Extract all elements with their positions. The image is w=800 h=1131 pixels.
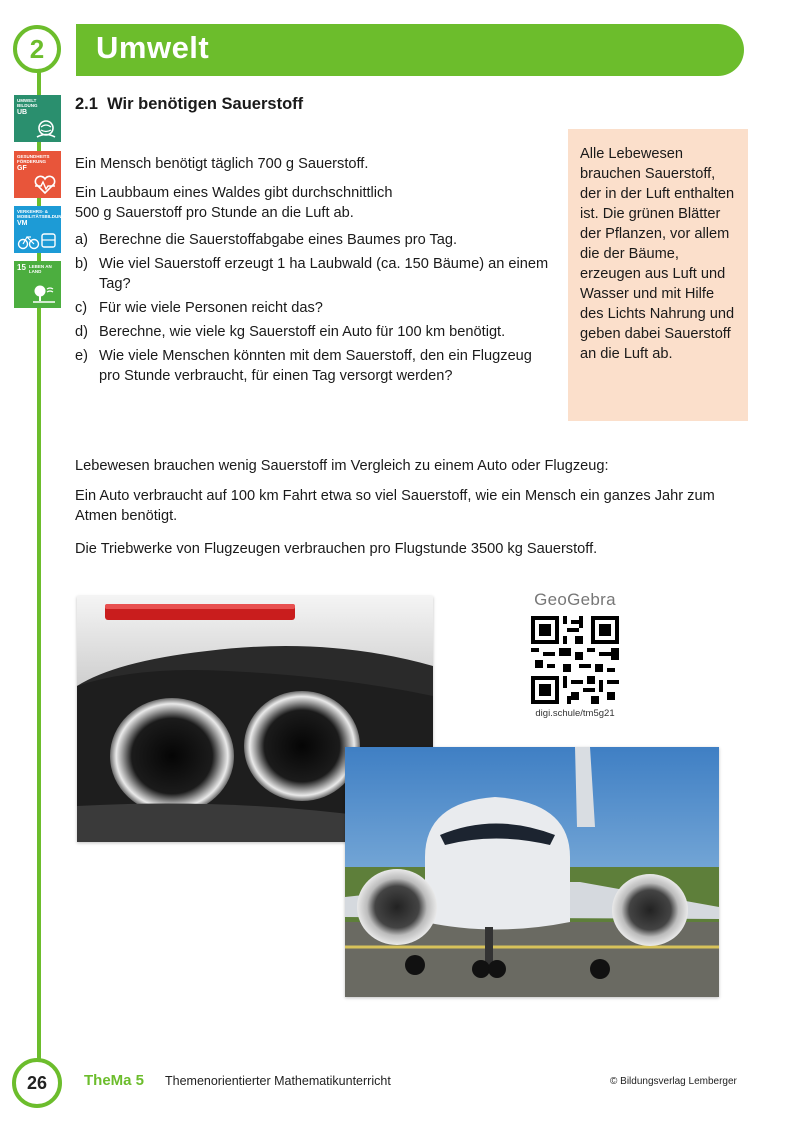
badge-label: LEBEN AN LAND (28, 264, 52, 274)
task-text: Für wie viele Personen reicht das? (99, 300, 323, 316)
task-item (75, 230, 555, 250)
badge-leben-an-land (14, 261, 61, 308)
task-text: Wie viele Menschen könnten mit dem Sauerstoff, den ein Flugzeug pro Stunde verbraucht, für einen Tag versorgt werden? (99, 348, 532, 384)
badge-code: 15 (17, 263, 26, 272)
chapter-number: 2 (13, 25, 61, 73)
footer-subtitle: Themenorientierter Mathematikunterricht (165, 1074, 391, 1088)
geogebra-qr-card[interactable] (520, 590, 630, 719)
intro-line-tree-1: Ein Laubbaum eines Waldes gibt durchschnittlich (75, 185, 393, 201)
bike-bus-icon (17, 232, 57, 250)
section-title (75, 95, 303, 114)
task-item (75, 254, 555, 294)
airplane-image (345, 747, 719, 997)
paragraph-comparison: Lebewesen brauchen wenig Sauerstoff im Vergleich zu einem Auto oder Flugzeug: (75, 458, 609, 474)
badge-code: UB (17, 109, 28, 116)
tree-icon (31, 283, 57, 305)
task-item (75, 322, 555, 342)
task-letter: a) (75, 232, 88, 248)
task-text: Berechne die Sauerstoffabgabe eines Baumes pro Tag. (99, 232, 458, 248)
task-letter: d) (75, 324, 88, 340)
badge-label: VERKEHRS- & MOBILITÄTSBILDUNG (17, 209, 65, 219)
badge-mobilitaetsbildung (14, 206, 65, 253)
chapter-title: Umwelt (96, 30, 210, 65)
info-box (568, 129, 748, 421)
intro-line-tree-2: 500 g Sauerstoff pro Stunde an die Luft ab. (75, 205, 354, 221)
badge-gesundheitsfoerderung (14, 151, 61, 198)
badge-label: UMWELT BILDUNG (17, 98, 38, 108)
section-number: 2.1 (75, 95, 98, 113)
badge-umweltbildung (14, 95, 61, 142)
section-heading: Wir benötigen Sauerstoff (107, 95, 304, 113)
airplane-photo (345, 747, 719, 997)
footer-brand: TheMa 5 (84, 1072, 145, 1089)
task-text: Berechne, wie viele kg Sauerstoff ein Auto für 100 km benötigt. (99, 324, 506, 340)
info-box-text: Alle Lebewesen brauchen Sauerstoff, der in der Luft enthalten ist. Die grünen Blätter der Pflanzen, vor allem die der Bäume, erzeugen aus Luft und Wasser und mit Hilfe des Lichts Nahrung und geben dabei Sauerstoff an die Luft ab. (580, 146, 735, 362)
paragraph-car: Ein Auto verbraucht auf 100 km Fahrt etwa so viel Sauerstoff, wie ein Mensch ein ganzes Jahr zum Atmen benötigt. (75, 488, 715, 524)
globe-hands-icon (35, 119, 57, 139)
badge-code: VM (17, 220, 28, 227)
qr-url[interactable]: digi.schule/tm5g21 (535, 708, 615, 719)
geogebra-logo: GeoGebra (534, 590, 616, 609)
page-number: 26 (12, 1058, 62, 1108)
footer-copyright: © Bildungsverlag Lemberger (610, 1076, 737, 1087)
task-list (75, 230, 555, 390)
task-item (75, 298, 555, 318)
task-item (75, 346, 555, 386)
badge-label: GESUNDHEITS FÖRDERUNG (17, 154, 50, 164)
task-letter: e) (75, 348, 88, 364)
heart-pulse-icon (33, 175, 57, 195)
qr-code[interactable] (531, 616, 619, 704)
paragraph-plane: Die Triebwerke von Flugzeugen verbrauchen pro Flugstunde 3500 kg Sauerstoff. (75, 541, 598, 557)
task-letter: b) (75, 256, 88, 272)
badge-code: GF (17, 165, 27, 172)
intro-line-human: Ein Mensch benötigt täglich 700 g Sauerstoff. (75, 156, 369, 172)
task-letter: c) (75, 300, 88, 316)
task-text: Wie viel Sauerstoff erzeugt 1 ha Laubwald (ca. 150 Bäume) an einem Tag? (99, 256, 549, 292)
